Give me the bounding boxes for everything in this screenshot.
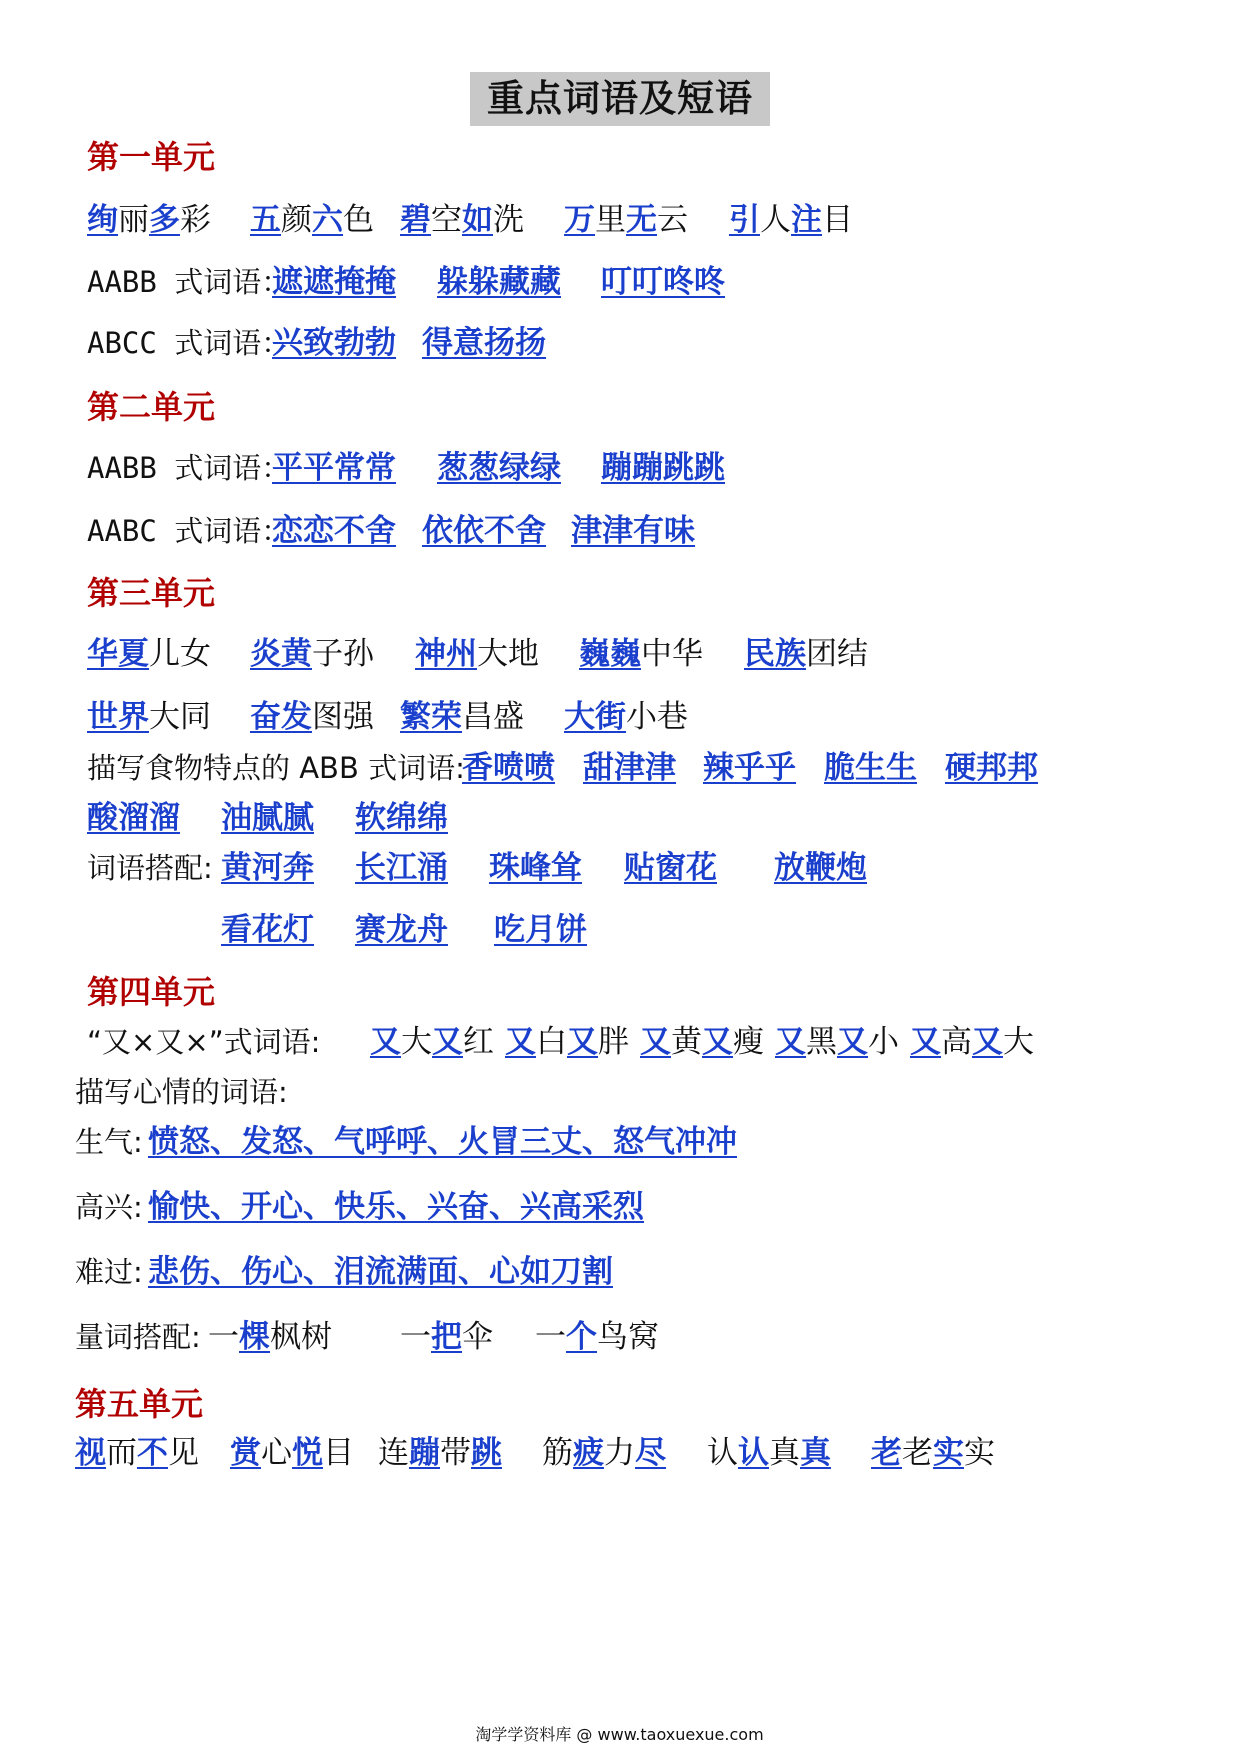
plain-char: 认	[707, 1435, 738, 1471]
highlighted-char: 实	[933, 1435, 964, 1471]
word: 辣乎乎	[703, 750, 796, 786]
plain-char: 空	[431, 202, 462, 238]
row-label: 量词搭配:	[75, 1320, 201, 1354]
word: 贴窗花	[624, 850, 717, 886]
plain-char: 中华	[641, 636, 703, 672]
row-label: AABB 式词语：	[87, 451, 291, 485]
plain-char: 黄	[671, 1024, 702, 1060]
highlighted-char: 赏	[230, 1435, 261, 1471]
idiom-row	[75, 1433, 1175, 1473]
phrase	[564, 697, 688, 737]
word: 叮叮咚咚	[601, 264, 725, 300]
word: 遮遮掩掩	[272, 264, 396, 300]
idiom	[230, 1433, 354, 1473]
unit-heading: 第二单元	[87, 388, 216, 426]
word: 软绵绵	[355, 800, 448, 836]
mood-row-angry	[75, 1122, 975, 1162]
plain-char: 一	[400, 1319, 431, 1355]
idiom	[250, 200, 374, 240]
highlighted-char: 奋发	[250, 699, 312, 735]
plain-char: 昌盛	[462, 699, 524, 735]
row-label: 生气:	[75, 1125, 143, 1159]
word: 蹦蹦跳跳	[601, 450, 725, 486]
highlighted-char: 尽	[635, 1435, 666, 1471]
word: 得意扬扬	[422, 325, 546, 361]
phrase	[579, 634, 703, 674]
idiom	[729, 200, 853, 240]
word-list: 愤怒、发怒、气呼呼、火冒三丈、怒气冲冲	[148, 1124, 737, 1160]
word: 恋恋不舍	[272, 513, 396, 549]
phrase	[87, 634, 211, 674]
plain-char: 带	[440, 1435, 471, 1471]
unit-heading: 第四单元	[87, 973, 216, 1011]
row-label: AABB 式词语：	[87, 265, 291, 299]
phrase	[400, 697, 524, 737]
highlighted-char: 又	[505, 1024, 536, 1060]
plain-char: 胖	[598, 1024, 629, 1060]
plain-char: 真	[769, 1435, 800, 1471]
word: 躲躲藏藏	[437, 264, 561, 300]
highlighted-char: 六	[312, 202, 343, 238]
plain-char: 丽	[118, 202, 149, 238]
phrase	[415, 634, 539, 674]
highlighted-char: 绚	[87, 202, 118, 238]
plain-char: 瘦	[733, 1024, 764, 1060]
highlighted-char: 如	[462, 202, 493, 238]
highlighted-char: 华夏	[87, 636, 149, 672]
plain-char: 一	[208, 1319, 239, 1355]
pair-row-continued	[87, 910, 987, 950]
plain-char: 连	[378, 1435, 409, 1471]
plain-char: 色	[343, 202, 374, 238]
plain-char: 白	[536, 1024, 567, 1060]
idiom	[75, 1433, 199, 1473]
plain-char: 红	[463, 1024, 494, 1060]
plain-char: 筋	[542, 1435, 573, 1471]
word: 津津有味	[571, 513, 695, 549]
highlighted-char: 又	[567, 1024, 598, 1060]
highlighted-char: 个	[566, 1319, 597, 1355]
mood-heading: 描写心情的词语:	[75, 1075, 288, 1109]
row-label: “又×又×”式词语:	[87, 1025, 321, 1059]
plain-char: 目	[323, 1435, 354, 1471]
abb-row	[87, 748, 1187, 788]
highlighted-char: 跳	[471, 1435, 502, 1471]
highlighted-char: 又	[910, 1024, 941, 1060]
word: 硬邦邦	[945, 750, 1038, 786]
plain-char: 洗	[493, 202, 524, 238]
highlighted-char: 认	[738, 1435, 769, 1471]
word: 兴致勃勃	[272, 325, 396, 361]
highlighted-char: 老	[871, 1435, 902, 1471]
plain-char: 伞	[462, 1319, 493, 1355]
idiom	[564, 200, 688, 240]
plain-char: 心	[261, 1435, 292, 1471]
row-label: ABCC 式词语：	[87, 326, 291, 360]
highlighted-char: 炎黄	[250, 636, 312, 672]
aabb-row	[87, 448, 987, 488]
page-title: 重点词语及短语	[470, 72, 770, 126]
row-label: 描写食物特点的 ABB 式词语:	[87, 751, 465, 785]
phrase	[505, 1022, 629, 1062]
plain-char: 高	[941, 1024, 972, 1060]
highlighted-char: 又	[640, 1024, 671, 1060]
highlighted-char: 疲	[573, 1435, 604, 1471]
idiom	[871, 1433, 995, 1473]
unit-heading: 第一单元	[87, 138, 216, 176]
phrase	[208, 1317, 332, 1357]
plain-char: 枫树	[270, 1319, 332, 1355]
highlighted-char: 多	[149, 202, 180, 238]
word: 长江涌	[355, 850, 448, 886]
plain-char: 鸟窝	[597, 1319, 659, 1355]
plain-char: 大同	[149, 699, 211, 735]
abcc-row	[87, 323, 987, 363]
word: 黄河奔	[221, 850, 314, 886]
plain-char: 颜	[281, 202, 312, 238]
unit-heading: 第五单元	[75, 1385, 204, 1423]
highlighted-char: 又	[775, 1024, 806, 1060]
highlighted-char: 把	[431, 1319, 462, 1355]
word-list: 悲伤、伤心、泪流满面、心如刀割	[148, 1254, 613, 1290]
word: 珠峰耸	[489, 850, 582, 886]
highlighted-char: 注	[791, 202, 822, 238]
aabb-row	[87, 262, 987, 302]
word: 油腻腻	[221, 800, 314, 836]
idiom	[542, 1433, 666, 1473]
phrase	[535, 1317, 659, 1357]
abb-row-continued	[87, 798, 987, 838]
plain-char: 而	[106, 1435, 137, 1471]
highlighted-char: 又	[370, 1024, 401, 1060]
plain-char: 小巷	[626, 699, 688, 735]
idiom-row	[87, 200, 987, 240]
idiom-row	[87, 634, 987, 674]
mood-row-happy	[75, 1187, 975, 1227]
word: 葱葱绿绿	[437, 450, 561, 486]
word: 放鞭炮	[774, 850, 867, 886]
word: 脆生生	[824, 750, 917, 786]
footer-watermark: 淘学学资料库 @ www.taoxuexue.com	[475, 1725, 764, 1744]
highlighted-char: 五	[250, 202, 281, 238]
highlighted-char: 又	[972, 1024, 1003, 1060]
plain-char: 子孙	[312, 636, 374, 672]
highlighted-char: 又	[702, 1024, 733, 1060]
row-label: AABC 式词语：	[87, 514, 291, 548]
plain-char: 黑	[806, 1024, 837, 1060]
plain-char: 人	[760, 202, 791, 238]
pair-row	[87, 848, 987, 888]
word: 香喷喷	[462, 750, 555, 786]
plain-char: 大地	[477, 636, 539, 672]
measure-row	[75, 1317, 975, 1357]
highlighted-char: 真	[800, 1435, 831, 1471]
idiom	[378, 1433, 502, 1473]
plain-char: 一	[535, 1319, 566, 1355]
plain-char: 老	[902, 1435, 933, 1471]
plain-char: 大	[401, 1024, 432, 1060]
plain-char: 大	[1003, 1024, 1034, 1060]
phrase	[250, 697, 374, 737]
mood-row-sad	[75, 1252, 975, 1292]
idiom-row	[87, 697, 987, 737]
plain-char: 图强	[312, 699, 374, 735]
highlighted-char: 繁荣	[400, 699, 462, 735]
plain-char: 儿女	[149, 636, 211, 672]
highlighted-char: 悦	[292, 1435, 323, 1471]
plain-char: 彩	[180, 202, 211, 238]
highlighted-char: 蹦	[409, 1435, 440, 1471]
word: 酸溜溜	[87, 800, 180, 836]
unit-heading: 第三单元	[87, 574, 216, 612]
plain-char: 实	[964, 1435, 995, 1471]
plain-char: 团结	[806, 636, 868, 672]
highlighted-char: 引	[729, 202, 760, 238]
phrase	[640, 1022, 764, 1062]
phrase	[87, 697, 211, 737]
plain-char: 云	[657, 202, 688, 238]
word: 甜津津	[583, 750, 676, 786]
aabc-row	[87, 511, 987, 551]
plain-char: 力	[604, 1435, 635, 1471]
highlighted-char: 巍巍	[579, 636, 641, 672]
highlighted-char: 神州	[415, 636, 477, 672]
highlighted-char: 万	[564, 202, 595, 238]
highlighted-char: 视	[75, 1435, 106, 1471]
highlighted-char: 大街	[564, 699, 626, 735]
row-label: 高兴:	[75, 1190, 143, 1224]
plain-char: 小	[868, 1024, 899, 1060]
word: 依依不舍	[422, 513, 546, 549]
row-label: 词语搭配:	[87, 851, 213, 885]
phrase	[370, 1022, 494, 1062]
highlighted-char: 世界	[87, 699, 149, 735]
phrase	[400, 1317, 493, 1357]
plain-char: 见	[168, 1435, 199, 1471]
highlighted-char: 民族	[744, 636, 806, 672]
highlighted-char: 无	[626, 202, 657, 238]
idiom	[707, 1433, 831, 1473]
phrase	[744, 634, 868, 674]
plain-char: 里	[595, 202, 626, 238]
phrase	[910, 1022, 1034, 1062]
you-row	[87, 1022, 1187, 1062]
highlighted-char: 不	[137, 1435, 168, 1471]
highlighted-char: 又	[837, 1024, 868, 1060]
highlighted-char: 碧	[400, 202, 431, 238]
word: 平平常常	[272, 450, 396, 486]
word: 吃月饼	[494, 912, 587, 948]
idiom	[87, 200, 211, 240]
word: 看花灯	[221, 912, 314, 948]
phrase	[775, 1022, 899, 1062]
phrase	[250, 634, 374, 674]
plain-char: 目	[822, 202, 853, 238]
highlighted-char: 棵	[239, 1319, 270, 1355]
word: 赛龙舟	[355, 912, 448, 948]
highlighted-char: 又	[432, 1024, 463, 1060]
idiom	[400, 200, 524, 240]
word-list: 愉快、开心、快乐、兴奋、兴高采烈	[148, 1189, 644, 1225]
row-label: 难过:	[75, 1255, 143, 1289]
